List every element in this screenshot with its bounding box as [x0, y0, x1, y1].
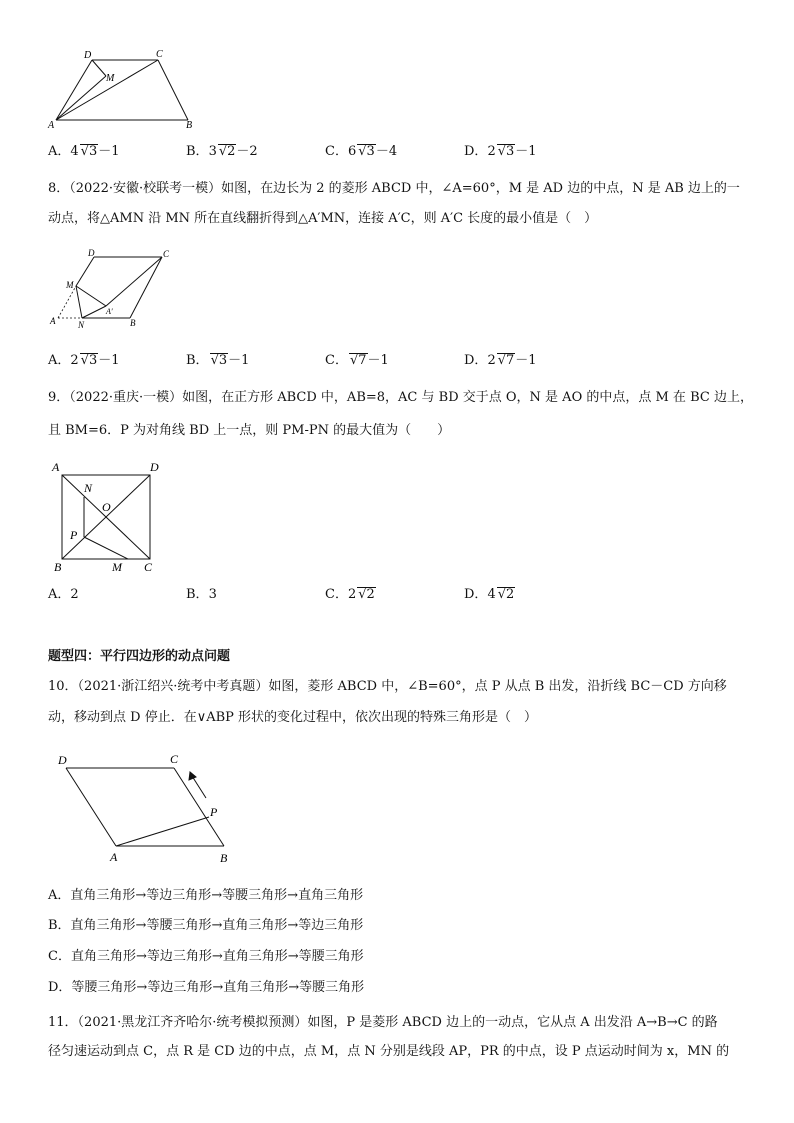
- q7-label-a: A: [48, 120, 55, 130]
- q10-stem-line1: 10．（2021·浙江绍兴·统考中考真题）如图，菱形 ABCD 中，∠B=60°，点 P 从点 B 出发，沿折线 BC－CD 方向移: [48, 679, 727, 694]
- q9-option-c[interactable]: C．2 √2: [325, 587, 375, 602]
- q7-option-d[interactable]: D．2 √3－1: [464, 144, 537, 159]
- q9-option-b[interactable]: B．3: [186, 587, 217, 602]
- q10-label-p: P: [210, 805, 218, 819]
- q8-label-b: B: [130, 318, 136, 328]
- q9-label-n: N: [84, 481, 93, 495]
- q8-segment-na1: [82, 306, 106, 318]
- q7-label-m: M: [106, 73, 115, 84]
- q9-stem-line1: 9．（2022·重庆·一模）如图，在正方形 ABCD 中，AB=8，AC 与 BD 交于点 O，N 是 AO 的中点，点 M 在 BC 边上，: [48, 390, 753, 405]
- q8-dashed-am: [58, 286, 76, 318]
- q7-option-c[interactable]: C．6 √3－4: [325, 144, 398, 159]
- q8-segment-mn: [76, 286, 82, 318]
- q10-option-d[interactable]: D．等腰三角形→等边三角形→直角三角形→等腰三角形: [48, 980, 365, 995]
- q9-label-p: P: [70, 528, 78, 542]
- q10-label-c: C: [170, 752, 179, 766]
- q7-segment-am: [56, 76, 106, 120]
- q8-figure: [44, 246, 180, 332]
- q10-option-a[interactable]: A．直角三角形→等边三角形→等腰三角形→直角三角形: [48, 888, 364, 903]
- q10-option-c[interactable]: C．直角三角形→等边三角形→直角三角形→等腰三角形: [48, 949, 364, 964]
- q8-segment-ma1: [76, 286, 106, 306]
- q10-figure: [52, 746, 242, 870]
- q8-label-n: N: [78, 320, 85, 330]
- q8-label-m: M: [66, 280, 74, 290]
- q11-stem-line1: 11．（2021·黑龙江齐齐哈尔·统考模拟预测）如图，P 是菱形 ABCD 边上的一动点，它从点 A 出发沿 A→B→C 的路: [48, 1015, 718, 1030]
- q9-label-a: A: [52, 460, 60, 474]
- q8-stem-line2: 动点，将△AMN 沿 MN 所在直线翻折得到△A′MN，连接 A′C，则 A′C 长度的最小值是（ ）: [48, 211, 598, 226]
- q9-option-d[interactable]: D．4 √2: [464, 587, 515, 602]
- q8-side-cb: [130, 257, 162, 318]
- q11-stem-line2: 径匀速运动到点 C，点 R 是 CD 边的中点，点 M，点 N 分别是线段 AP，PR 的中点，设 P 点运动时间为 x，MN 的: [48, 1044, 730, 1059]
- q9-label-m: M: [112, 560, 122, 574]
- q10-side-ad: [66, 768, 116, 846]
- q10-stem-line2: 动，移动到点 D 停止．在∨ABP 形状的变化过程中，依次出现的特殊三角形是（ ）: [48, 710, 538, 725]
- q9-label-d: D: [150, 460, 159, 474]
- q7-segment-dm: [92, 60, 106, 76]
- q9-label-c: C: [144, 560, 153, 574]
- q10-segment-ap: [116, 817, 209, 846]
- q8-label-d: D: [88, 248, 95, 258]
- q8-label-c: C: [163, 249, 170, 259]
- q7-label-b: B: [186, 120, 193, 130]
- q9-segment-pm: [84, 537, 128, 559]
- q10-option-b[interactable]: B．直角三角形→等腰三角形→直角三角形→等边三角形: [48, 918, 364, 933]
- q7-label-c: C: [156, 49, 163, 60]
- q9-label-o: O: [102, 500, 111, 514]
- q8-segment-a1c: [106, 257, 162, 306]
- section-heading: 题型四：平行四边形的动点问题: [48, 649, 231, 664]
- q8-option-d[interactable]: D．2 √7－1: [464, 353, 537, 368]
- q10-arrow: [189, 772, 206, 798]
- q8-side-dm: [76, 257, 94, 286]
- q8-stem-line1: 8．（2022·安徽·校联考一模）如图，在边长为 2 的菱形 ABCD 中，∠A=60°，M 是 AD 边的中点，N 是 AB 边上的一: [48, 181, 740, 196]
- q9-option-a[interactable]: A．2: [48, 587, 79, 602]
- q10-label-a: A: [110, 850, 118, 864]
- q7-diagonal-ac: [56, 60, 158, 120]
- q9-stem-line2: 且 BM=6．P 为对角线 BD 上一点，则 PM-PN 的最大值为（ ）: [48, 423, 451, 438]
- q7-label-d: D: [84, 50, 92, 61]
- q8-option-b[interactable]: B． √3－1: [186, 353, 250, 368]
- q10-label-b: B: [220, 851, 228, 865]
- q8-option-a[interactable]: A．2 √3－1: [48, 353, 120, 368]
- q10-label-d: D: [58, 753, 67, 767]
- q7-figure: [40, 44, 200, 130]
- q7-option-b[interactable]: B．3 √2－2: [186, 144, 258, 159]
- q9-label-b: B: [54, 560, 62, 574]
- q7-option-a[interactable]: A．4 √3－1: [48, 144, 120, 159]
- q8-label-a1: A′: [106, 307, 113, 316]
- q7-side-bc: [158, 60, 188, 120]
- q9-figure: [46, 457, 170, 577]
- q8-label-a: A: [50, 316, 56, 326]
- q8-option-c[interactable]: C． √7－1: [325, 353, 389, 368]
- q7-side-da: [56, 60, 92, 120]
